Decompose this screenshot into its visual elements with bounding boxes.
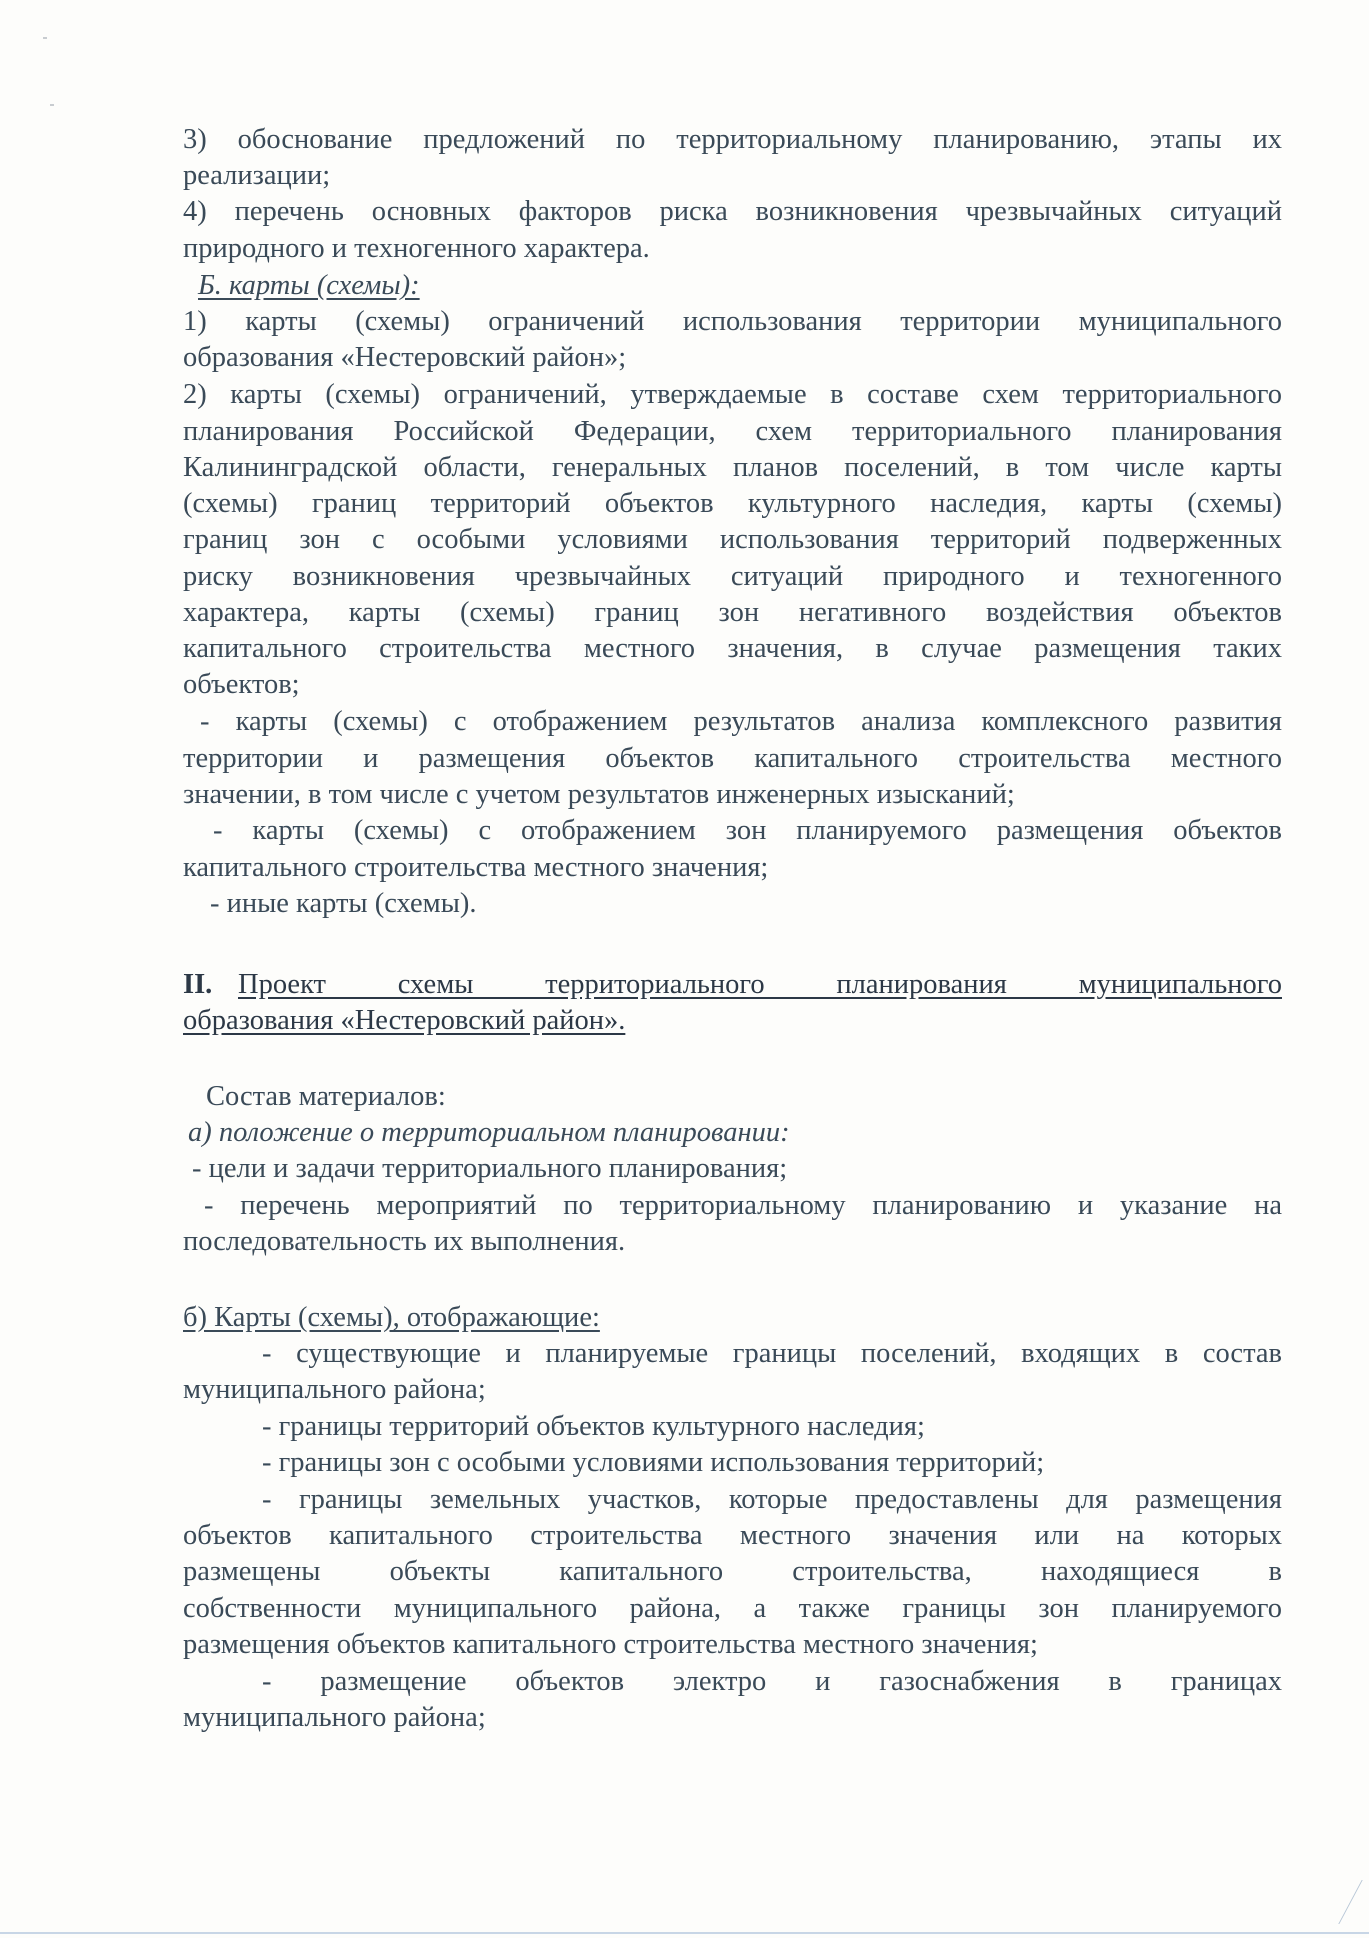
- section-subheading: Б. карты (схемы):: [198, 270, 420, 301]
- text-line: планирования Российской Федерации, схем территориального планирования: [183, 416, 1282, 447]
- text-line: размещены объекты капитального строительства, находящиеся в: [183, 1556, 1282, 1587]
- section-number: II.: [183, 969, 213, 1000]
- text-line: - перечень мероприятий по территориальному планированию и указание на: [204, 1190, 1282, 1221]
- text-line: 4) перечень основных факторов риска возникновения чрезвычайных ситуаций: [183, 196, 1282, 227]
- text-line: 1) карты (схемы) ограничений использования территории муниципального: [183, 306, 1282, 337]
- text-line: территории и размещения объектов капитального строительства местного: [183, 743, 1282, 774]
- text-line: (схемы) границ территорий объектов культурного наследия, карты (схемы): [183, 488, 1282, 519]
- text-line: - границы зон с особыми условиями использования территорий;: [262, 1447, 1045, 1478]
- text-line: - карты (схемы) с отображением зон планируемого размещения объектов: [213, 815, 1282, 846]
- text-line: природного и техногенного характера.: [183, 233, 650, 264]
- section-subheading: б) Карты (схемы), отображающие:: [183, 1302, 600, 1333]
- text-line: 3) обоснование предложений по территориальному планированию, этапы их: [183, 124, 1282, 155]
- text-line: муниципального района;: [183, 1702, 486, 1733]
- text-line: образования «Нестеровский район»;: [183, 342, 627, 373]
- text-line: - границы земельных участков, которые предоставлены для размещения: [262, 1484, 1282, 1515]
- text-line: капитального строительства местного значения, в случае размещения таких: [183, 633, 1282, 664]
- text-line: объектов капитального строительства местного значения или на которых: [183, 1520, 1282, 1551]
- text-line: - существующие и планируемые границы поселений, входящих в состав: [262, 1338, 1282, 1369]
- page-corner-fold: [1308, 1880, 1362, 1924]
- scan-speck: [50, 104, 54, 106]
- text-line: - карты (схемы) с отображением результатов анализа комплексного развития: [200, 706, 1282, 737]
- text-line: 2) карты (схемы) ограничений, утверждаемые в составе схем территориального: [183, 379, 1282, 410]
- text-line: значении, в том числе с учетом результатов инженерных изысканий;: [183, 779, 1015, 810]
- text-line: размещения объектов капитального строительства местного значения;: [183, 1629, 1038, 1660]
- text-line: реализации;: [183, 160, 331, 191]
- text-line: муниципального района;: [183, 1374, 486, 1405]
- section-heading: Проект схемы территориального планирования муниципального: [238, 969, 1282, 1000]
- text-line: границ зон с особыми условиями использования территорий подверженных: [183, 524, 1282, 555]
- section-heading: образования «Нестеровский район».: [183, 1005, 626, 1036]
- section-subheading: а) положение о территориальном планировании:: [188, 1117, 790, 1148]
- text-line: - иные карты (схемы).: [210, 888, 477, 919]
- text-line: характера, карты (схемы) границ зон негативного воздействия объектов: [183, 597, 1282, 628]
- scan-speck: [43, 37, 47, 39]
- text-line: Калининградской области, генеральных планов поселений, в том числе карты: [183, 452, 1282, 483]
- text-line: последовательность их выполнения.: [183, 1226, 626, 1257]
- text-line: - границы территорий объектов культурного наследия;: [262, 1411, 925, 1442]
- text-line: риску возникновения чрезвычайных ситуаций природного и техногенного: [183, 561, 1282, 592]
- page-bottom-edge: [0, 1932, 1369, 1934]
- text-line: Состав материалов:: [206, 1081, 446, 1112]
- text-line: объектов;: [183, 669, 300, 700]
- text-line: капитального строительства местного значения;: [183, 852, 769, 883]
- text-line: собственности муниципального района, а также границы зон планируемого: [183, 1593, 1282, 1624]
- text-line: - цели и задачи территориального планирования;: [192, 1153, 788, 1184]
- text-line: - размещение объектов электро и газоснабжения в границах: [262, 1666, 1282, 1697]
